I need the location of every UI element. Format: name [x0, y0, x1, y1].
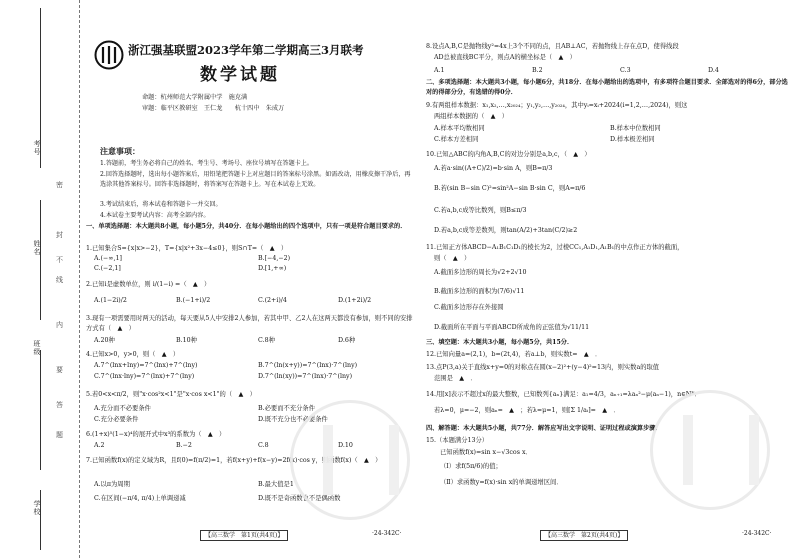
option-a: A.7^(lnx+lny)=7^(lnx)+7^(lny)	[94, 362, 198, 369]
question-2: 2.已知i是虚数单位，则 i/(1−i) =（ ▲ ）	[86, 281, 211, 288]
option-c: C.8种	[258, 337, 275, 344]
page-1	[80, 0, 420, 558]
option-a: A.截面多边形的周长为√2+2√10	[434, 269, 527, 276]
question-3: 3.现有一项需要用时两天的活动，每天要从5人中安排2人参加，若其中甲、乙2人在这两天都没有参加，则不同的安排方式有（ ▲ ）	[86, 315, 413, 332]
option-b: B.样本中位数相同	[610, 125, 661, 132]
question-6: 6.(1+x)⁵(1−x)⁴的展开式中x³的系数为（ ▲ ）	[86, 431, 226, 438]
option-d: D.10	[338, 442, 353, 449]
section-2-heading: 二、多项选择题：本大题共3小题，每小题6分，共18分．在每小题给出的选项中，有多项符合题目要求．全部选对的得6分，部分选对的得部分分，有选错的得0分．	[426, 79, 788, 96]
option-a: A.(1−2i)/2	[94, 297, 127, 304]
option-c: C.(−2,1]	[94, 265, 121, 272]
binding-line	[40, 200, 41, 320]
subject-title: 数学试题	[200, 65, 280, 85]
option-a: A.2	[94, 442, 105, 449]
setter-line: 命题：杭州师范大学附属中学 施克满	[142, 94, 248, 101]
option-d: D.4	[708, 67, 719, 74]
page-2	[420, 0, 794, 558]
option-b: B.7^(ln(x+y))=7^(lnx)·7^(lny)	[258, 362, 358, 369]
watermark-logo-icon	[290, 400, 410, 520]
option-c: C.充分必要条件	[94, 416, 139, 423]
option-a: A.(−∞,1]	[94, 255, 122, 262]
option-b: B.截面多边形的面积为(7/6)√11	[434, 288, 525, 295]
paper-code: ·24-342C·	[372, 530, 402, 537]
seal-word: 要	[56, 366, 63, 374]
option-c: C.若a,b,c成等比数列，则B≤π/3	[434, 207, 527, 214]
option-c: C.样本方差相同	[434, 136, 479, 143]
footer-page-label	[200, 530, 288, 539]
section-1-heading: 一、单项选择题：本大题共8小题，每小题5分，共40分．在每小题给出的四个选项中，只有一项是符合题目要求的．	[86, 223, 407, 230]
notice-item: 3.考试结束后，将本试卷和答题卡一并交回。	[100, 201, 222, 208]
option-d: D.既不是奇函数也不是偶函数	[258, 495, 341, 502]
section-3-heading: 三、填空题：本大题共3小题，每小题5分，共15分．	[426, 339, 574, 346]
question-14: 14.用[x]表示不超过x的最大整数，已知数列{aₙ}满足：a₁=4/3，aₙ₊₁=λaₙ²−μ(aₙ−1)，n∈N*．	[426, 391, 701, 398]
option-b: B.−2	[176, 442, 192, 449]
question-10: 10.已知△ABC的内角A,B,C的对边分别是a,b,c，（ ▲ ）	[426, 151, 591, 158]
alliance-logo-icon	[94, 40, 124, 70]
binding-line	[40, 490, 41, 550]
footer-page-label	[540, 530, 628, 539]
binding-line	[40, 350, 41, 470]
option-a: A.1	[434, 67, 445, 74]
notice-item: 1.答题前，考生务必将自己的姓名、考生号、考场号、座位号填写在答题卡上。	[100, 160, 314, 167]
option-b: B.2	[532, 67, 543, 74]
option-d: D.(1+2i)/2	[338, 297, 372, 304]
question-9-cont: 两组样本数据的（ ▲ ）	[434, 113, 509, 120]
option-d: D.[1,+∞)	[258, 265, 287, 272]
option-a: A.若a·sin((A+C)/2)=b·sin A，则B=π/3	[434, 165, 553, 172]
notice-item: 2.回答选择题时，选出每小题答案后，用铅笔把答题卡上对应题目的答案标号涂黑。如需改动，用橡皮擦干净后，再选涂其他答案标号。回答非选择题时，将答案写在答题卡上。写在本试卷上无效。	[100, 171, 411, 188]
option-c: C.在区间(−π/4, π/4)上单调递减	[94, 495, 186, 502]
page-number-2: 【高三数学 第2页(共4页)】	[540, 530, 628, 541]
option-d: D.样本极差相同	[610, 136, 655, 143]
label-class: 班级	[33, 340, 41, 356]
option-d: D.截面所在平面与平面ABCD所成角的正弦值为√11/11	[434, 324, 590, 331]
question-8-cont: AD总被直线BC平分，则点A的横坐标是（ ▲ ）	[434, 54, 576, 61]
label-name: 姓名	[33, 240, 41, 256]
option-b: B.(−1+i)/2	[176, 297, 211, 304]
option-b: B.最大值是1	[258, 481, 294, 488]
question-7: 7.已知函数f(x)的定义域为R，且f(0)=f(π/2)=1，若f(x+y)+f(x−y)=2f(x)·cos y，则函数f(x)（ ▲ ）	[86, 457, 382, 464]
option-d: D.若a,b,c成等差数列，则tan(A/2)+3tan(C/2)≥2	[434, 227, 578, 234]
option-b: B.10种	[176, 337, 197, 344]
option-d: D.既不充分也不必要条件	[258, 416, 328, 423]
question-12: 12.已知向量a=(2,1)，b=(2t,4)，若a⊥b，则实数t= ▲ ．	[426, 351, 602, 358]
question-8: 8.设点A,B,C是抛物线y²=4x上3个不同的点，且AB⊥AC，若抛物线上存在点D，使得线段	[426, 43, 679, 50]
option-d: D.7^(ln(xy))=7^(lnx)·7^(lny)	[258, 373, 353, 380]
seal-word: 答	[56, 401, 63, 409]
question-13: 13.点P(3,a)关于直线x+y=0的对称点在圆(x−2)²+(y−4)²=13内，则实数a的取值	[426, 364, 660, 371]
question-1: 1.已知集合S={x|x>−2}，T={x|x²+3x−4≤0}，则S∩T=（ ▲ ）	[86, 245, 288, 252]
question-11-cont: 则（ ▲ ）	[434, 255, 471, 262]
question-15-part-2: （Ⅱ）求函数y=f(x)·sin x的单调递增区间．	[440, 479, 563, 486]
seal-word: 不	[56, 256, 63, 264]
notice-item: 4.本试卷主要考试内容：高考全部内容。	[100, 212, 210, 219]
option-d: D.6种	[338, 337, 356, 344]
question-13-cont: 范围是 ▲ ．	[434, 375, 477, 382]
question-9: 9.有两组样本数据：x₁,x₂,…,x₂₀₂₄；y₁,y₂,…,y₂₀₂₄，其中yᵢ=xᵢ+2024(i=1,2,…,2024)，则这	[426, 102, 688, 109]
seal-word: 线	[56, 276, 63, 284]
option-a: A.20种	[94, 337, 115, 344]
option-a: A.样本平均数相同	[434, 125, 485, 132]
seal-word: 题	[56, 431, 63, 439]
option-c: C.7^(lnx·lny)=7^(lnx)+7^(lny)	[94, 373, 195, 380]
seal-word: 封	[56, 231, 63, 239]
reviewer-line: 审题：临平区教研室 王仁龙 杭十四中 朱成万	[142, 105, 285, 112]
question-15-part-1: （Ⅰ）求f(5π/6)的值；	[440, 463, 502, 470]
option-b: B.若(sin B−sin C)²=sin²A−sin B·sin C，则A=π/6	[434, 185, 586, 192]
seal-word: 内	[56, 321, 63, 329]
notice-title: 注意事项：	[100, 146, 140, 156]
exam-title: 浙江强基联盟2023学年第二学期高三3月联考	[128, 43, 364, 57]
option-c: C.截面多边形存在外接圆	[434, 304, 504, 311]
option-b: B.必要而不充分条件	[258, 405, 316, 412]
watermark-logo-icon	[650, 390, 770, 510]
page-number-1: 【高三数学 第1页(共4页)】	[200, 530, 288, 541]
option-c: C.8	[258, 442, 269, 449]
question-15-stem: 已知函数f(x)=sin x−√3cos x．	[440, 449, 532, 456]
label-school: 学校	[33, 500, 41, 516]
option-a: A.以π为周期	[94, 481, 130, 488]
option-b: B.[−4,−2)	[258, 255, 291, 262]
paper-code: ·24-342C·	[742, 530, 772, 537]
option-c: C.(2+i)/4	[258, 297, 287, 304]
section-4-heading: 四、解答题：本大题共5小题，共77分．解答应写出文字说明、证明过程或演算步骤．	[426, 425, 662, 432]
binding-strip	[0, 0, 80, 558]
question-11: 11.已知正方体ABCD−A₁B₁C₁D₁的棱长为2，过棱CC₁,A₁D₁,A₁B₁的中点作正方体的截面，	[426, 244, 684, 251]
question-14-cont: 若λ=0，μ=−2，则aₙ= ▲ ；若λ=μ=1，则[Σ 1/aᵢ]= ▲ ．	[434, 407, 620, 414]
option-c: C.3	[620, 67, 631, 74]
question-5: 5.若0<x<π/2，则"x·cos²x<1"是"x·cos x<1"的（ ▲ ）	[86, 391, 256, 398]
label-exam-number: 考号	[33, 140, 41, 156]
seal-word: 密	[56, 181, 63, 189]
option-a: A.充分而不必要条件	[94, 405, 151, 412]
question-4: 4.已知x>0，y>0，则（ ▲ ）	[86, 351, 180, 358]
question-15: 15.（本题满分13分）	[426, 437, 489, 444]
